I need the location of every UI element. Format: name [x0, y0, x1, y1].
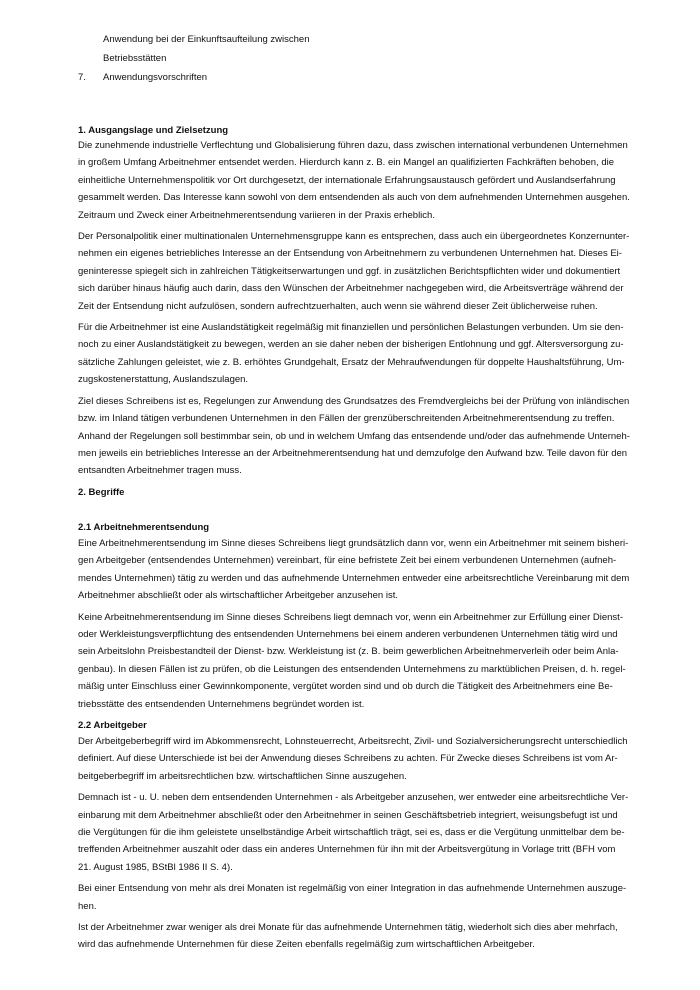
- text-line: mäßig unter Einschluss einer Gewinnkomponente, vergütet worden sind und ob durch die Tätigkeit des Arbeitnehmers eine Be-: [78, 681, 613, 693]
- text-line: 21. August 1985, BStBl 1986 II S. 4).: [78, 861, 233, 873]
- paragraph: [78, 535, 630, 605]
- text-line: wird das aufnehmende Unternehmen für diese Zeiten ebenfalls regelmäßig zum wirtschaftlichen Arbeitgeber.: [78, 939, 535, 951]
- text-line: in großem Umfang Arbeitnehmer entsendet werden. Hierdurch kann z. B. ein Mangel an qualifizierten Fachkräften behoben, die: [78, 157, 614, 169]
- paragraph: [78, 228, 630, 315]
- section-1-body: [78, 137, 630, 484]
- text-line: hen.: [78, 900, 97, 912]
- text-line: einheitliche Unternehmenspolitik vor Ort durchgesetzt, der internationale Erfahrungsaustausch gefördert und Auslandserfahrung: [78, 174, 616, 186]
- text-line: genbau). In diesen Fällen ist zu prüfen, ob die Leistungen des entsendenden Unternehmens zu marktüblichen Preisen, d. h. regel-: [78, 663, 626, 675]
- toc-entry-number: 7.: [78, 72, 86, 83]
- text-line: Anhand der Regelungen soll bestimmbar sein, ob und in welchem Umfang das entsendende und/oder das aufnehmende Unterneh-: [78, 430, 630, 442]
- text-line: definiert. Auf diese Unterschiede ist bei der Anwendung dieses Schreibens zu achten. Für Zwecke dieses Schreibens ist vom Ar-: [78, 753, 618, 765]
- text-line: zugskostenerstattung, Auslandszulagen.: [78, 374, 249, 386]
- text-line: entsandten Arbeitnehmer tragen muss.: [78, 465, 242, 477]
- text-line: Der Arbeitgeberbegriff wird im Abkommensrecht, Lohnsteuerrecht, Arbeitsrecht, Zivil- und Sozialversicherungsrecht unterschiedlich: [78, 736, 628, 747]
- section-heading: 1. Ausgangslage und Zielsetzung: [78, 125, 229, 136]
- toc-entry-line: Anwendung bei der Einkunftsaufteilung zwischen: [103, 34, 310, 45]
- text-line: einbarung mit dem Arbeitnehmer abschließt oder den Arbeitnehmer in seinen Geschäftsbetrieb integriert, weisungsbefugt ist und: [78, 809, 618, 821]
- paragraph: [78, 137, 630, 224]
- text-line: Für die Arbeitnehmer ist eine Auslandstätigkeit regelmäßig mit finanziellen und persönlichen Belastungen verbunden. Um sie den-: [78, 322, 624, 334]
- text-line: Der Personalpolitik einer multinationalen Unternehmensgruppe kann es entsprechen, dass auch ein übergeordnetes Konzernunter-: [78, 231, 630, 243]
- section-2-2-body: [78, 733, 629, 958]
- text-line: geninteresse spiegelt sich in zahlreichen Tätigkeitserwartungen und ggf. in zusätzlichen Berichtspflichten wider und dokumentiert: [78, 265, 621, 277]
- section-2-heading-block: [78, 486, 624, 499]
- text-line: Ist der Arbeitnehmer zwar weniger als drei Monate für das aufnehmende Unternehmen tätig, wiederholt sich dies aber mehrfach,: [78, 922, 618, 934]
- text-line: gesammelt werden. Das Interesse kann sowohl von dem entsendenden als auch von dem aufnehmenden Unternehmen ausgehen.: [78, 192, 630, 204]
- section-heading: 2. Begriffe: [78, 487, 125, 498]
- text-line: triebsstätte des entsendenden Unternehmens begründet worden ist.: [78, 698, 365, 710]
- text-line: bzw. im Inland tätigen verbundenen Unternehmen in den Fällen der grenzüberschreitenden Arbeitnehmerentsendung zu treffen.: [78, 413, 615, 425]
- text-line: mendes Unternehmen) tätig zu werden und das aufnehmende Unternehmen entweder eine arbeitsrechtliche Vereinbarung mit dem: [78, 572, 630, 584]
- section-2-2-heading-block: [78, 719, 624, 732]
- text-line: treffenden Arbeitnehmer auszahlt oder dass ein anderes Unternehmen für ihn mit der Arbeitsvergütung in Vorlage tritt (BFH vom: [78, 844, 616, 856]
- paragraph: [78, 393, 630, 480]
- text-line: Zeitraum und Zweck einer Arbeitnehmerentsendung variieren in der Praxis erheblich.: [78, 209, 435, 221]
- toc-entry: [78, 30, 638, 68]
- toc-entry-line: Betriebsstätten: [103, 53, 167, 64]
- text-line: men jeweils ein betriebliches Interesse an der Arbeitnehmerentsendung hat und demzufolge den Aufwand bzw. Teile davon für den: [78, 447, 628, 459]
- text-line: gen Arbeitgeber (entsendendes Unternehmen) vereinbart, für eine befristete Zeit bei einem verbundenen Unternehmen (aufneh-: [78, 555, 617, 567]
- text-line: sein Arbeitslohn Preisbestandteil der Dienst- bzw. Werkleistung ist (z. B. beim gewerblichen Arbeitnehmerverleih oder beim Anla-: [78, 646, 619, 658]
- table-of-contents: [78, 30, 638, 87]
- paragraph: [78, 733, 628, 785]
- text-line: Bei einer Entsendung von mehr als drei Monaten ist regelmäßig von einer Integration in das aufnehmende Unternehmen auszuge-: [78, 883, 627, 895]
- text-line: Die zunehmende industrielle Verflechtung und Globalisierung führen dazu, dass zwischen international verbundenen Unternehmen: [78, 140, 628, 151]
- paragraph: [78, 789, 629, 876]
- text-line: Arbeitnehmer abschließt oder als wirtschaftlicher Arbeitgeber anzusehen ist.: [78, 590, 398, 602]
- paragraph: [78, 319, 624, 389]
- text-line: die Vergütungen für die ihm geleistete unselbständige Arbeit wirtschaftlich trägt, sei es, dass er die Vergütung unmittelbar dem be-: [78, 827, 625, 839]
- text-line: nehmen ein eigenes betriebliches Interesse an der Entsendung von Arbeitnehmern zu verbundenen Unternehmen hat. Dieses Ei-: [78, 248, 622, 260]
- text-line: beitgeberbegriff im arbeitsrechtlichen bzw. wirtschaftlichen Sinne auszugehen.: [78, 770, 407, 782]
- subsection-heading: 2.1 Arbeitnehmerentsendung: [78, 522, 210, 533]
- section-2-1-body: [78, 535, 630, 717]
- toc-entry-line: Anwendungsvorschriften: [103, 72, 208, 83]
- subsection-heading: 2.2 Arbeitgeber: [78, 720, 147, 731]
- text-line: Eine Arbeitnehmerentsendung im Sinne dieses Schreibens liegt grundsätzlich dann vor, wenn ein Arbeitnehmer mit seinem bisheri-: [78, 538, 629, 549]
- paragraph: [78, 609, 624, 713]
- text-line: noch zu einer Auslandstätigkeit zu bewegen, werden an sie daher neben der bisherigen Entlohnung und ggf. Altersversorgung zu-: [78, 339, 624, 351]
- section-2-1-heading-block: [78, 521, 624, 534]
- text-line: Demnach ist - u. U. neben dem entsendenden Unternehmen - als Arbeitgeber anzusehen, wer entweder eine arbeitsrechtliche Ver-: [78, 792, 629, 804]
- text-line: Ziel dieses Schreibens ist es, Regelungen zur Anwendung des Grundsatzes des Fremdvergleichs bei der Prüfung von inländischen: [78, 395, 630, 407]
- text-line: sich darüber hinaus häufig auch darin, dass den Wünschen der Arbeitnehmer nachgegeben wird, die Arbeitsverträge während der: [78, 283, 624, 295]
- text-line: sätzliche Zahlungen geleistet, wie z. B. erhöhtes Grundgehalt, Ersatz der Mehraufwendungen für doppelte Haushaltsführung, Um-: [78, 356, 625, 368]
- toc-entry: [78, 68, 638, 87]
- section-1-heading-block: [78, 124, 624, 137]
- text-line: oder Werkleistungsverpflichtung des entsendenden Unternehmens bei einem anderen verbundenen Unternehmen tätig wird und: [78, 629, 618, 641]
- paragraph: [78, 880, 627, 915]
- text-line: Keine Arbeitnehmerentsendung im Sinne dieses Schreibens liegt demnach vor, wenn ein Arbeitnehmer zur Erfüllung einer Dienst-: [78, 611, 623, 623]
- paragraph: [78, 919, 624, 954]
- toc-entry-number: [78, 30, 103, 68]
- text-line: Zeit der Entsendung nicht aufzulösen, sondern aufrechtzuerhalten, auch wenn sie während dieser Zeit üblicherweise ruhen.: [78, 300, 598, 312]
